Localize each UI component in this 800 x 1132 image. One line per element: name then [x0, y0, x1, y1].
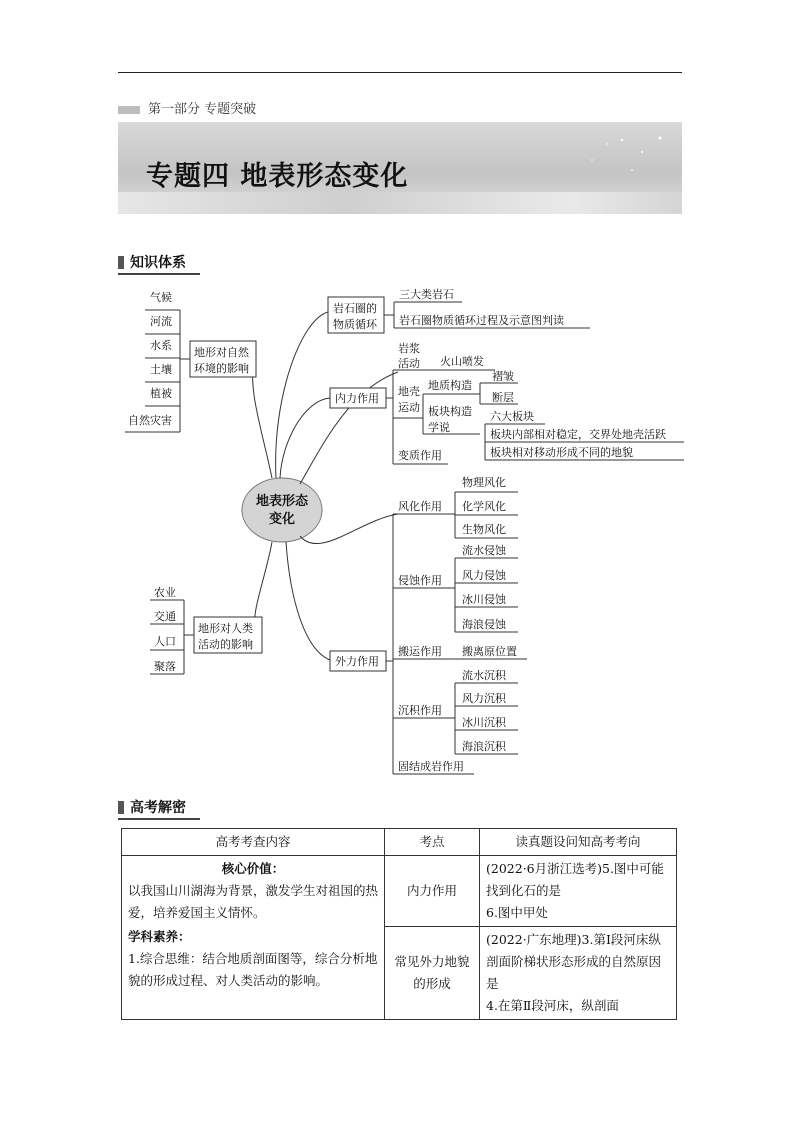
weathering-chemical: 化学风化 [462, 500, 506, 513]
section-heading-exam [118, 797, 186, 817]
branch-influence-human [150, 585, 262, 674]
branch-internal-forces [330, 341, 684, 464]
deposition-water: 流水沉积 [462, 669, 506, 682]
env-item-climate: 气候 [150, 291, 172, 304]
literacy-text: 1.综合思维：结合地质剖面图等，综合分析地貌的形成过程、对人类活动的影响。 [128, 951, 378, 988]
point-cell: 内力作用 [385, 856, 480, 927]
point-cell: 常见外力地貌的形成 [385, 927, 480, 1020]
table-header: 读真题设问知高考考向 [480, 829, 677, 856]
weathering-physical: 物理风化 [462, 476, 506, 489]
mindmap-center-label-2: 变化 [268, 512, 296, 527]
node-rock-cycle-line2: 物质循环 [333, 318, 377, 331]
transport-label: 搬运作用 [398, 645, 442, 658]
node-external-label: 外力作用 [335, 655, 379, 668]
content-cell [122, 856, 385, 1020]
crust-line1: 地壳 [398, 385, 420, 398]
section-title: 知识体系 [130, 255, 186, 271]
exam-table [121, 828, 677, 1020]
rock-item-cycle-diagram: 岩石圈物质循环过程及示意图判读 [399, 314, 564, 327]
plate-item-stable: 板块内部相对稳定，交界处地壳活跃 [490, 428, 666, 441]
literacy-title: 学科素养： [128, 929, 191, 944]
question-cell [480, 856, 677, 927]
geo-structure-label: 地质构造 [428, 379, 472, 392]
env-item-vegetation: 植被 [150, 387, 172, 400]
section-title: 高考解密 [130, 800, 186, 816]
branch-influence-environment [125, 290, 256, 432]
deposition-label: 沉积作用 [398, 704, 442, 717]
section-underline [118, 818, 200, 820]
erosion-label: 侵蚀作用 [398, 574, 442, 587]
mindmap-center-label-1: 地表形态 [255, 494, 309, 509]
erosion-water: 流水侵蚀 [462, 544, 506, 557]
deposition-wind: 风力沉积 [462, 692, 506, 705]
core-value-title: 核心价值： [221, 861, 285, 876]
human-item-settlement: 聚落 [154, 660, 176, 673]
plate-line2: 学说 [428, 421, 450, 434]
question-text: (2022·广东地理)3.第Ⅰ段河床纵剖面阶梯状形态形成的自然原因是 [486, 932, 662, 991]
branch-external-forces [330, 475, 527, 774]
mindmap-center-node [242, 478, 322, 542]
question-text: 4.在第Ⅱ段河床，纵剖面 [486, 998, 619, 1013]
table-header-row [122, 829, 677, 856]
core-value-text: 以我国山川湖海为背景，激发学生对祖国的热爱，培养爱国主义情怀。 [128, 883, 379, 920]
node-influence-human-line2: 活动的影响 [198, 638, 253, 651]
rock-item-three-types: 三大类岩石 [399, 288, 454, 301]
fault-label: 断层 [492, 391, 514, 404]
env-item-soil: 土壤 [150, 363, 172, 376]
env-item-water-system: 水系 [150, 339, 172, 352]
fold-label: 褶皱 [492, 370, 514, 383]
branch-rock-cycle [328, 287, 590, 333]
transport-item: 搬离原位置 [462, 645, 517, 658]
page-title: 专题四 地表形态变化 [146, 161, 409, 192]
node-internal-label: 内力作用 [335, 392, 379, 405]
weathering-biological: 生物风化 [462, 523, 506, 536]
lithification-label: 固结成岩作用 [398, 760, 464, 773]
crust-line2: 运动 [398, 401, 420, 414]
env-item-river: 河流 [150, 315, 172, 328]
sparkle-decoration-icon [472, 130, 672, 190]
deposition-wave: 海浪沉积 [462, 740, 506, 753]
erosion-glacier: 冰川侵蚀 [462, 593, 506, 606]
deposition-glacier: 冰川沉积 [462, 716, 506, 729]
env-item-disaster: 自然灾害 [128, 414, 172, 427]
volcano-label: 火山喷发 [440, 355, 484, 368]
erosion-wave: 海浪侵蚀 [462, 618, 506, 631]
plate-item-landforms: 板块相对移动形成不同的地貌 [490, 446, 633, 459]
node-rock-cycle-line1: 岩石圈的 [333, 302, 377, 315]
magma-line1: 岩浆 [398, 342, 420, 355]
question-text: (2022·6月浙江选考)5.图中可能找到化石的是 [486, 861, 664, 898]
table-row [122, 856, 677, 927]
question-cell [480, 927, 677, 1020]
table-header: 考点 [385, 829, 480, 856]
human-item-population: 人口 [154, 635, 176, 648]
magma-line2: 活动 [398, 357, 420, 370]
part-label: 第一部分 专题突破 [148, 102, 257, 117]
human-item-agriculture: 农业 [154, 586, 176, 599]
table-header: 高考考查内容 [122, 829, 385, 856]
human-item-transport: 交通 [154, 610, 176, 623]
section-mark-icon [118, 801, 124, 814]
plate-line1: 板块构造 [428, 405, 472, 418]
node-influence-env-line1: 地形对自然 [194, 346, 249, 359]
node-influence-human-line1: 地形对人类 [198, 622, 253, 635]
plate-item-six: 六大板块 [490, 410, 534, 423]
question-text: 6.图中甲处 [486, 905, 548, 920]
node-influence-env-line2: 环境的影响 [194, 362, 249, 375]
metamorphism-label: 变质作用 [398, 449, 442, 462]
weathering-label: 风化作用 [398, 500, 442, 513]
erosion-wind: 风力侵蚀 [462, 569, 506, 582]
